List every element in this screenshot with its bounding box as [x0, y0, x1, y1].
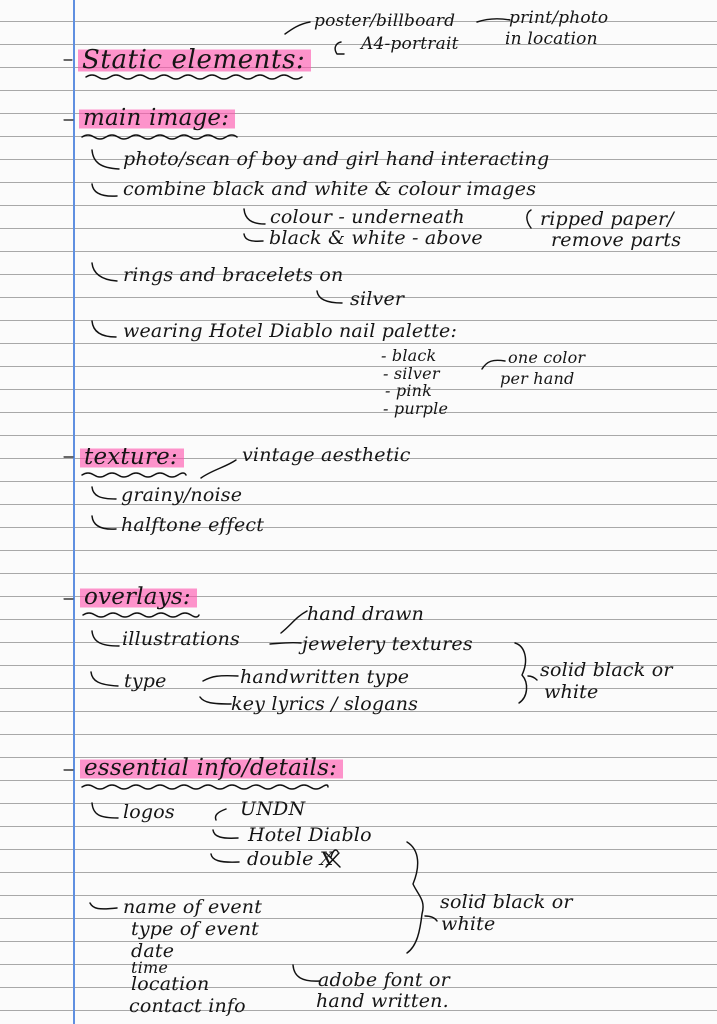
- hand-written-note: hand written.: [316, 990, 449, 1012]
- halftone-effect-note: halftone effect: [121, 514, 265, 536]
- essential-info-details-heading: essential info/details:: [80, 757, 343, 781]
- type-of-event-item: type of event: [131, 918, 260, 940]
- main-image-colour-note: colour - underneath: [270, 206, 465, 228]
- hand-drawn-note: hand drawn: [307, 603, 425, 625]
- main-image-heading: main image:: [79, 107, 235, 131]
- white-essential-note: white: [441, 913, 496, 935]
- nail-black-item: - black: [381, 346, 437, 365]
- illustrations-note: illustrations: [122, 628, 241, 650]
- location-item: location: [131, 973, 210, 995]
- per-hand-note: per hand: [500, 369, 575, 388]
- name-of-event-item: name of event: [123, 896, 263, 918]
- adobe-font-or-note: adobe font or: [318, 969, 450, 991]
- nail-palette-note: wearing Hotel Diablo nail palette:: [123, 320, 458, 342]
- print-photo-note: print/photo: [509, 8, 609, 28]
- a4-portrait-note: A4-portrait: [361, 34, 459, 54]
- key-lyrics-slogans-note: key lyrics / slogans: [231, 693, 419, 715]
- one-color-note: one color: [508, 348, 586, 367]
- main-image-combine-note: combine black and white & colour images: [123, 178, 537, 200]
- rings-bracelets-note: rings and bracelets on: [123, 264, 344, 286]
- silver-note: silver: [350, 288, 405, 310]
- remove-parts-note: remove parts: [551, 229, 682, 251]
- vintage-aesthetic-note: vintage aesthetic: [242, 444, 411, 466]
- contact-info-item: contact info: [129, 995, 246, 1017]
- ripped-paper-note: ripped paper/: [540, 208, 674, 230]
- undn-note: UNDN: [240, 798, 306, 820]
- static-elements-heading: Static elements:: [78, 47, 311, 74]
- poster-billboard-note: poster/billboard: [314, 11, 456, 31]
- time-item: time: [131, 958, 168, 977]
- nail-purple-item: - purple: [383, 399, 449, 418]
- double-x-note: double X: [247, 848, 334, 870]
- essential-info-underline: [82, 780, 328, 792]
- nail-silver-item: - silver: [383, 364, 440, 383]
- handwritten-type-note: handwritten type: [240, 666, 410, 688]
- nail-pink-item: - pink: [385, 381, 433, 400]
- solid-black-or-essential-note: solid black or: [440, 891, 573, 913]
- main-image-photo-scan-note: photo/scan of boy and girl hand interacting: [123, 148, 550, 170]
- date-item: date: [131, 940, 175, 962]
- overlays-heading: overlays:: [80, 586, 197, 610]
- solid-black-or-overlays-note: solid black or: [540, 659, 673, 681]
- static-elements-underline: [86, 70, 302, 82]
- hotel-diablo-note: Hotel Diablo: [248, 824, 372, 846]
- grainy-noise-note: grainy/noise: [121, 484, 243, 506]
- main-image-black-white-note: black & white - above: [269, 227, 483, 249]
- type-note: type: [124, 670, 167, 692]
- jewelery-textures-note: jewelery textures: [302, 633, 473, 655]
- logos-note: logos: [123, 801, 175, 823]
- texture-heading: texture:: [80, 446, 184, 470]
- overlays-underline: [83, 608, 199, 620]
- white-overlays-note: white: [544, 681, 599, 703]
- in-location-note: in location: [505, 29, 598, 49]
- main-image-underline: [82, 130, 237, 142]
- texture-underline: [82, 468, 186, 480]
